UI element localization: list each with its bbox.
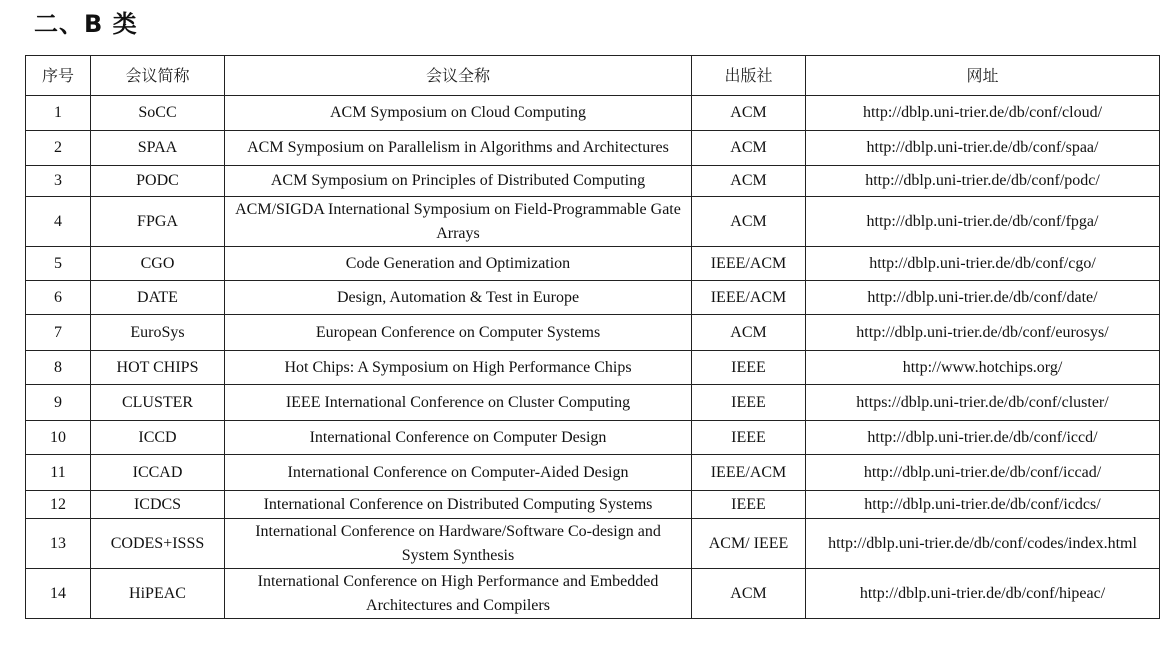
cell-name: ACM Symposium on Parallelism in Algorithms and Architectures — [225, 131, 692, 166]
table-row — [26, 351, 1160, 385]
cell-name: ACM Symposium on Cloud Computing — [225, 96, 692, 131]
cell-url: http://dblp.uni-trier.de/db/conf/cloud/ — [806, 96, 1160, 131]
table-row — [26, 455, 1160, 491]
cell-abbr: CLUSTER — [91, 385, 225, 421]
header-no: 序号 — [26, 56, 91, 96]
cell-abbr: ICCD — [91, 421, 225, 455]
table-row — [26, 96, 1160, 131]
table-row — [26, 131, 1160, 166]
table-row — [26, 385, 1160, 421]
cell-abbr: CGO — [91, 247, 225, 281]
cell-name: ACM Symposium on Principles of Distributed Computing — [225, 166, 692, 197]
cell-no: 13 — [26, 519, 91, 569]
cell-no: 6 — [26, 281, 91, 315]
cell-no: 4 — [26, 197, 91, 247]
cell-name: Hot Chips: A Symposium on High Performance Chips — [225, 351, 692, 385]
cell-url: http://dblp.uni-trier.de/db/conf/hipeac/ — [806, 569, 1160, 619]
cell-url: http://dblp.uni-trier.de/db/conf/cgo/ — [806, 247, 1160, 281]
cell-abbr: CODES+ISSS — [91, 519, 225, 569]
cell-url: https://dblp.uni-trier.de/db/conf/cluster/ — [806, 385, 1160, 421]
table-row — [26, 247, 1160, 281]
table-row — [26, 197, 1160, 247]
cell-url: http://dblp.uni-trier.de/db/conf/icdcs/ — [806, 491, 1160, 519]
conference-table — [25, 55, 1160, 619]
cell-abbr: ICCAD — [91, 455, 225, 491]
cell-no: 14 — [26, 569, 91, 619]
cell-publisher: ACM — [692, 131, 806, 166]
cell-abbr: SoCC — [91, 96, 225, 131]
cell-publisher: IEEE — [692, 421, 806, 455]
cell-publisher: IEEE/ACM — [692, 247, 806, 281]
cell-publisher: ACM — [692, 197, 806, 247]
cell-name: European Conference on Computer Systems — [225, 315, 692, 351]
cell-abbr: HOT CHIPS — [91, 351, 225, 385]
table-row — [26, 569, 1160, 619]
cell-name: Code Generation and Optimization — [225, 247, 692, 281]
cell-name: IEEE International Conference on Cluster Computing — [225, 385, 692, 421]
cell-abbr: HiPEAC — [91, 569, 225, 619]
cell-abbr: EuroSys — [91, 315, 225, 351]
cell-no: 3 — [26, 166, 91, 197]
cell-no: 12 — [26, 491, 91, 519]
cell-abbr: FPGA — [91, 197, 225, 247]
cell-publisher: ACM — [692, 315, 806, 351]
cell-name: International Conference on Hardware/Software Co-design and System Synthesis — [225, 519, 692, 569]
cell-no: 5 — [26, 247, 91, 281]
cell-publisher: ACM — [692, 166, 806, 197]
cell-name: Design, Automation & Test in Europe — [225, 281, 692, 315]
table-row — [26, 166, 1160, 197]
cell-no: 10 — [26, 421, 91, 455]
table-row — [26, 421, 1160, 455]
cell-abbr: PODC — [91, 166, 225, 197]
header-url: 网址 — [806, 56, 1160, 96]
cell-name: International Conference on Computer-Aided Design — [225, 455, 692, 491]
cell-no: 1 — [26, 96, 91, 131]
table-header-row — [26, 56, 1160, 96]
cell-url: http://dblp.uni-trier.de/db/conf/codes/index.html — [806, 519, 1160, 569]
cell-no: 2 — [26, 131, 91, 166]
cell-no: 9 — [26, 385, 91, 421]
cell-publisher: ACM/ IEEE — [692, 519, 806, 569]
cell-name: International Conference on Distributed Computing Systems — [225, 491, 692, 519]
cell-url: http://dblp.uni-trier.de/db/conf/spaa/ — [806, 131, 1160, 166]
cell-name: ACM/SIGDA International Symposium on Field-Programmable Gate Arrays — [225, 197, 692, 247]
cell-url: http://dblp.uni-trier.de/db/conf/iccad/ — [806, 455, 1160, 491]
cell-publisher: IEEE — [692, 491, 806, 519]
cell-no: 8 — [26, 351, 91, 385]
cell-abbr: DATE — [91, 281, 225, 315]
section-title: 二、B 类 — [34, 10, 138, 38]
cell-publisher: ACM — [692, 96, 806, 131]
table-row — [26, 519, 1160, 569]
cell-abbr: SPAA — [91, 131, 225, 166]
cell-publisher: IEEE — [692, 351, 806, 385]
cell-publisher: IEEE/ACM — [692, 281, 806, 315]
cell-publisher: IEEE — [692, 385, 806, 421]
cell-no: 11 — [26, 455, 91, 491]
cell-name: International Conference on High Performance and Embedded Architectures and Compilers — [225, 569, 692, 619]
header-publisher: 出版社 — [692, 56, 806, 96]
cell-url: http://www.hotchips.org/ — [806, 351, 1160, 385]
cell-no: 7 — [26, 315, 91, 351]
header-name: 会议全称 — [225, 56, 692, 96]
cell-name: International Conference on Computer Design — [225, 421, 692, 455]
table-row — [26, 491, 1160, 519]
cell-url: http://dblp.uni-trier.de/db/conf/podc/ — [806, 166, 1160, 197]
header-abbr: 会议简称 — [91, 56, 225, 96]
cell-abbr: ICDCS — [91, 491, 225, 519]
cell-publisher: IEEE/ACM — [692, 455, 806, 491]
cell-url: http://dblp.uni-trier.de/db/conf/fpga/ — [806, 197, 1160, 247]
table-row — [26, 315, 1160, 351]
cell-url: http://dblp.uni-trier.de/db/conf/iccd/ — [806, 421, 1160, 455]
cell-url: http://dblp.uni-trier.de/db/conf/eurosys/ — [806, 315, 1160, 351]
cell-url: http://dblp.uni-trier.de/db/conf/date/ — [806, 281, 1160, 315]
cell-publisher: ACM — [692, 569, 806, 619]
table-row — [26, 281, 1160, 315]
